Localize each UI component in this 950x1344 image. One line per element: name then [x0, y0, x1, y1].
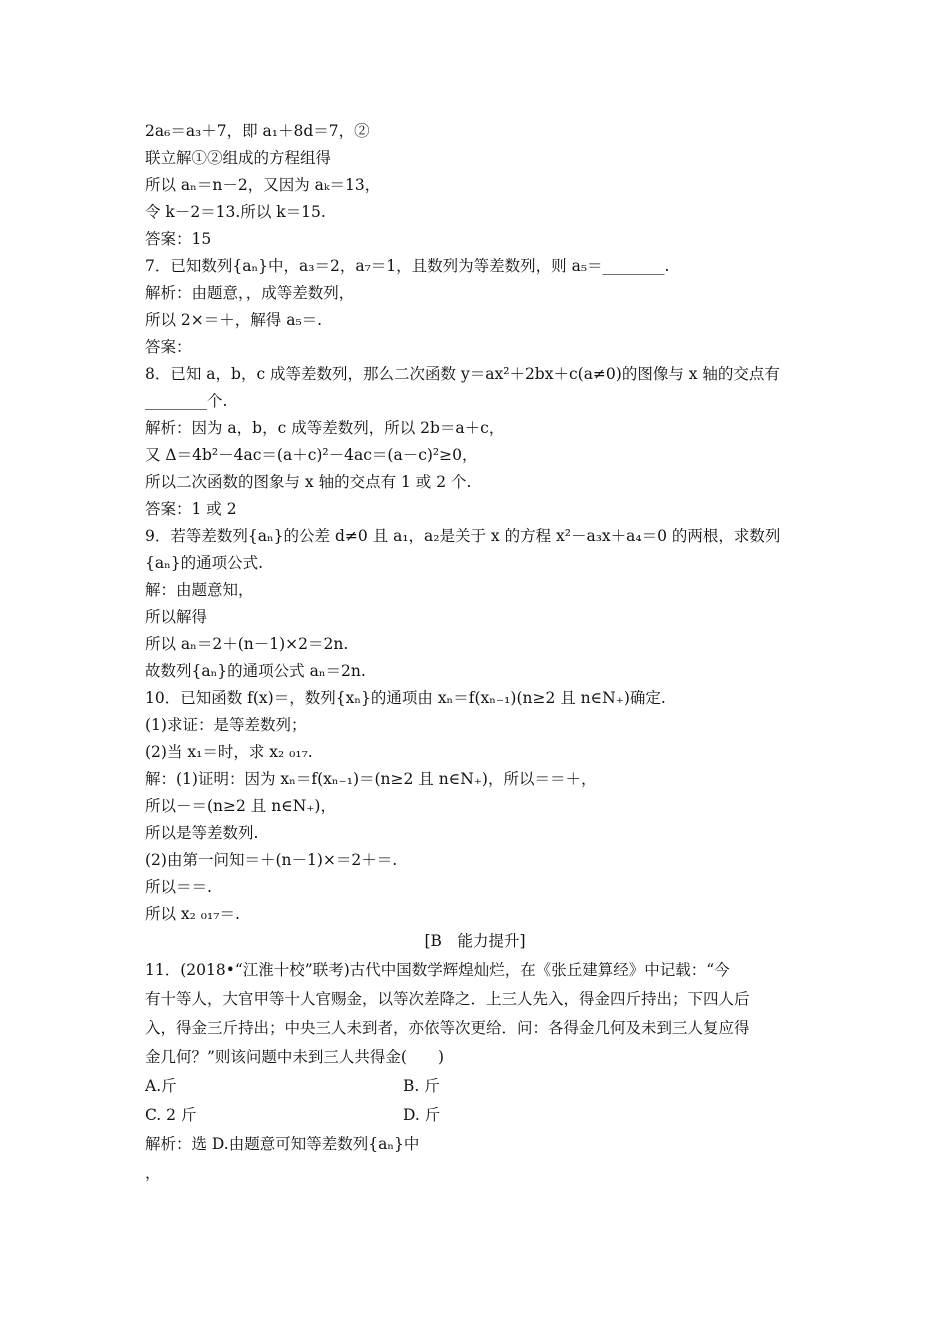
- text-line: 所以＝＝.: [145, 878, 212, 896]
- answer-line: 答案：1 或 2: [145, 500, 237, 518]
- question-11-cont: 金几何？”则该问题中未到三人共得金( ): [145, 1048, 445, 1066]
- text-line: (1)求证：是等差数列；: [145, 716, 307, 734]
- text-line: 又 Δ＝4b²－4ac＝(a＋c)²－4ac＝(a－c)²≥0，: [145, 446, 478, 464]
- text-line: 令 k－2＝13.所以 k＝15.: [145, 203, 326, 221]
- question-11-cont: 有十等人，大官甲等十人官赐金，以等次差降之．上三人先入，得金四斤持出；下四人后: [145, 990, 750, 1008]
- text-line: 解：(1)证明：因为 xₙ＝f(xₙ₋₁)＝(n≥2 且 n∈N₊)，所以＝＝＋，: [145, 770, 597, 788]
- option-b: B. 斤: [403, 1077, 440, 1095]
- text-line: 故数列{aₙ}的通项公式 aₙ＝2n.: [145, 662, 366, 680]
- answer-line: 答案：15: [145, 230, 212, 248]
- text-line: (2)由第一问知＝＋(n－1)×＝2＋＝.: [145, 851, 398, 869]
- text-line: 解析：因为 a，b，c 成等差数列，所以 2b＝a＋c，: [145, 419, 505, 437]
- text-line: (2)当 x₁＝时，求 x₂ ₀₁₇.: [145, 743, 313, 761]
- option-a: A.斤: [145, 1077, 177, 1095]
- question-11: 11．(2018•“江淮十校”联考)古代中国数学辉煌灿烂，在《张丘建算经》中记载：“今: [145, 961, 730, 979]
- text-line: 解：由题意知，: [145, 581, 254, 599]
- option-d: D. 斤: [403, 1106, 441, 1124]
- text-line: 2a₆＝a₃＋7，即 a₁＋8d＝7，②: [145, 122, 370, 140]
- question-8-cont: ________个.: [145, 392, 228, 410]
- text-line: 所以－＝(n≥2 且 n∈N₊)，: [145, 797, 336, 815]
- option-c: C. 2 斤: [145, 1106, 197, 1124]
- text-line: 联立解①②组成的方程组得: [145, 149, 332, 167]
- question-9: 9．若等差数列{aₙ}的公差 d≠0 且 a₁，a₂是关于 x 的方程 x²－a₃x＋a₄＝0 的两根，求数列: [145, 527, 781, 545]
- question-7: 7．已知数列{aₙ}中，a₃＝2，a₇＝1，且数列为等差数列，则 a₅＝________.: [145, 257, 670, 275]
- text-line: 所以 x₂ ₀₁₇＝.: [145, 905, 240, 923]
- section-title: [B 能力提升]: [424, 932, 526, 950]
- text-line: 所以 aₙ＝2＋(n－1)×2＝2n.: [145, 635, 349, 653]
- text-line: 所以 2×＝＋，解得 a₅＝.: [145, 311, 323, 329]
- text-line: 解析：由题意，，成等差数列，: [145, 284, 355, 302]
- text-line: 解析：选 D.由题意可知等差数列{aₙ}中: [145, 1135, 420, 1153]
- question-8: 8．已知 a，b，c 成等差数列，那么二次函数 y＝ax²＋2bx＋c(a≠0)的图像与 x 轴的交点有: [145, 365, 780, 383]
- text-line: 所以解得: [145, 608, 208, 626]
- text-line: ，: [145, 1164, 161, 1182]
- text-line: 所以二次函数的图象与 x 轴的交点有 1 或 2 个.: [145, 473, 472, 491]
- question-11-cont: 入，得金三斤持出；中央三人未到者，亦依等次更给．问：各得金几何及未到三人复应得: [145, 1019, 750, 1037]
- answer-line: 答案：: [145, 338, 192, 356]
- question-10: 10．已知函数 f(x)＝，数列{xₙ}的通项由 xₙ＝f(xₙ₋₁)(n≥2 且 n∈N₊)确定.: [145, 689, 666, 707]
- question-9-cont: {aₙ}的通项公式.: [145, 554, 264, 572]
- text-line: 所以是等差数列.: [145, 824, 259, 842]
- text-line: 所以 aₙ＝n－2，又因为 aₖ＝13，: [145, 176, 381, 194]
